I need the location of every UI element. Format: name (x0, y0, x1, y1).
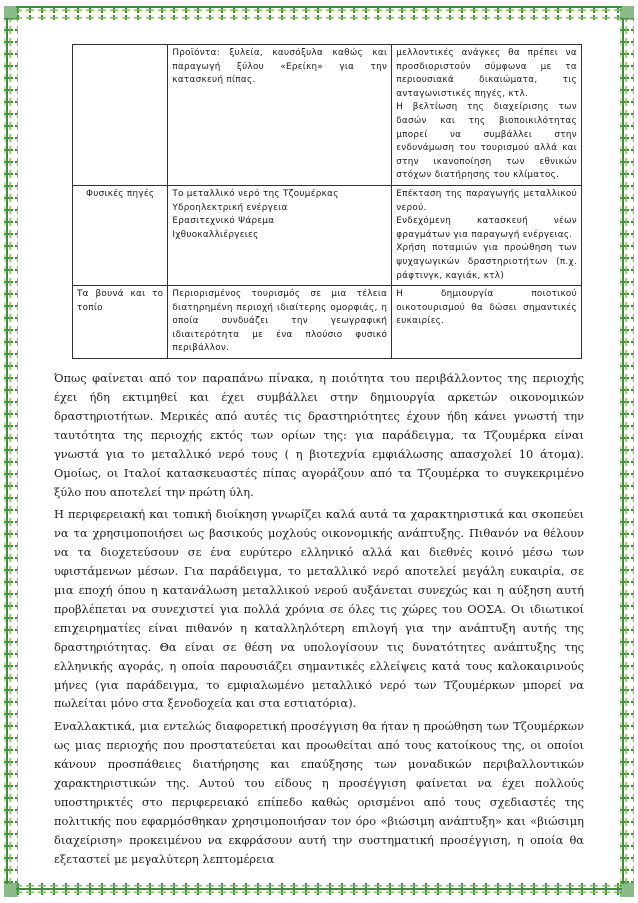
paragraph: Εναλλακτικά, μια εντελώς διαφορετική προσέγγιση θα ήταν η προώθηση των Τζουμέρκων ως μιας περιοχής που προστατεύεται και προωθείται από τους κατοίκους της, οι οποίοι κάνουν προσπάθειες διατήρησης και επαύξησης των μοναδικών περιβαλλοντικών χαρακτηριστικών της. Αυτού του είδους η προσέγγιση φαίνεται να έχει πολλούς υποστηρικτές στο περιφερειακό επίπεδο καθώς ορισμένοι από τους σχεδιαστές της πολιτικής που εφαρμόσθηκαν χρησιμοποιήσαν τον όρο «βιώσιμη ανάπτυξη» και «βιώσιμη διαχείριση» προκειμένου να εκφράσουν αυτή την συστηματική προσέγγιση, η οποία θα εξεταστεί με μεγαλύτερη λεπτομέρεια (54, 719, 584, 866)
table-row (73, 185, 582, 285)
cell-text: Ερασιτεχνικό Ψάρεμα (172, 216, 275, 227)
prospects-cell (392, 286, 582, 359)
cell-text: Ιχθυοκαλλιέργειες (172, 229, 259, 240)
table-row (73, 286, 582, 359)
paragraph: Η περιφερειακή και τοπική διοίκηση γνωρίζει καλά αυτά τα χαρακτηριστικά και σκοπεύει να τα χρησιμοποιήσει ως βασικούς μοχλούς οικονομικής ανάπτυξης. Πιθανόν να θέλουν να τα διοχετεύσουν σε ένα ευρύτερο ελληνικό αλλά και διεθνές κοινό μέσω των υφιστάμενων μέσων. Για παράδειγμα, το μεταλλικό νερό αποτελεί μεγάλη ευκαιρία, σε μια εποχή όπου η κατανάλωση μεταλλικού νερού αυξάνεται συνεχώς και η αύξηση αυτή προβλέπεται να συνεχιστεί για πολλά χρόνια σε όλες τις χώρες του ΟΟΣΑ. Οι ιδιωτικοί επιχειρηματίες είναι πιθανόν η καταλληλότερη επιλογή για την ανάπτυξη αυτής της δραστηριότητας. Θα είναι σε θέση να υπολογίσουν τις δυνατότητες ανάπτυξης της ελληνικής αγοράς, η οποία παρουσιάζει σημαντικές ελλείψεις κατά τους καλοκαιρινούς μήνες (για παράδειγμα, το εμφιαλωμένο μεταλλικό νερό των Τζουμέρκων μπορεί να πωλείται μόνο στα ξενοδοχεία και στα εστιατόρια). (54, 507, 584, 711)
cell-text: Η βελτίωση της διαχείρισης των δασών και της βιοποικιλότητας μπορεί να συμβάλλει στην ενδυνάμωση του τουρισμού αλλά και στην ικανοποίηση των εθνικών στόχων διατήρησης του κλίματος. (396, 102, 577, 181)
existing-cell (168, 286, 392, 359)
cell-text: Το μεταλλικό νερό της Τζουμέρκας (172, 188, 339, 199)
cell-text: Ενδεχόμενη κατασκευή νέων φραγμάτων για παραγωγή ενέργειας. (396, 216, 577, 240)
cell-text: Επέκταση της παραγωγής μεταλλικού νερού. (396, 188, 577, 213)
category-cell (73, 45, 168, 186)
cell-text: Χρήση ποταμιών για προώθηση των ψυχαγωγικών δραστηριοτήτων (π.χ. ράφτινγκ, καγιάκ, κτλ) (396, 243, 577, 281)
cell-text: μελλοντικές ανάγκες θα πρέπει να προσδιοριστούν σύμφωνα με τα περιουσιακά δικαιώματα, τις ανταγωνιστικές πηγές, κτλ. (396, 48, 577, 99)
category-cell: Τα βουνά και το τοπίο (73, 286, 168, 359)
body-text (54, 369, 584, 869)
paragraph: Όπως φαίνεται από τον παραπάνω πίνακα, η ποιότητα του περιβάλλοντος της περιοχής έχει ήδη εκτιμηθεί και έχει συμβάλλει στην δημιουργία αρκετών οικονομικών δραστηριοτήτων. Μερικές από αυτές τις δραστηριότητες έχουν ήδη κάνει γνωστή την ταυτότητα της περιοχής εκτός των ορίων της: για παράδειγμα, τα Τζουμέρκα είναι γνωστά για το μεταλλικό νερό τους ( η βιοτεχνία εμφιάλωσης απασχολεί 10 άτομα). Ομοίως, οι Ιταλοί κατασκευαστές πίπας αγοράζουν από τα Τζουμέρκα το συγκεκριμένο ξύλο που αποτελεί την πρώτη ύλη. (54, 371, 584, 499)
cell-text: Υδροηλεκτρική ενέργεια (172, 202, 288, 213)
existing-cell (168, 185, 392, 285)
category-cell: Φυσικές πηγές (73, 185, 168, 285)
prospects-cell (392, 185, 582, 285)
cell-text: Περιορισμένος τουρισμός σε μια τέλεια διατηρημένη περιοχή ιδιαίτερης ομορφιάς, η οποία συνδυάζει την γεωγραφική ιδιαιτερότητα με ένα πλούσιο φυσικό περιβάλλον. (172, 289, 388, 354)
cell-text: Προϊόντα: ξυλεία, καυσόξυλα καθώς και παραγωγή ξύλου «Ερείκη» για την κατασκευή πίπας. (172, 48, 388, 86)
table-row (73, 45, 582, 186)
existing-cell (168, 45, 392, 186)
page-content (54, 44, 584, 869)
cell-text: Η δημιουργία ποιοτικού οικοτουρισμού θα δώσει σημαντικές ευκαιρίες. (396, 289, 577, 327)
prospects-cell (392, 45, 582, 186)
resources-table (72, 44, 582, 359)
